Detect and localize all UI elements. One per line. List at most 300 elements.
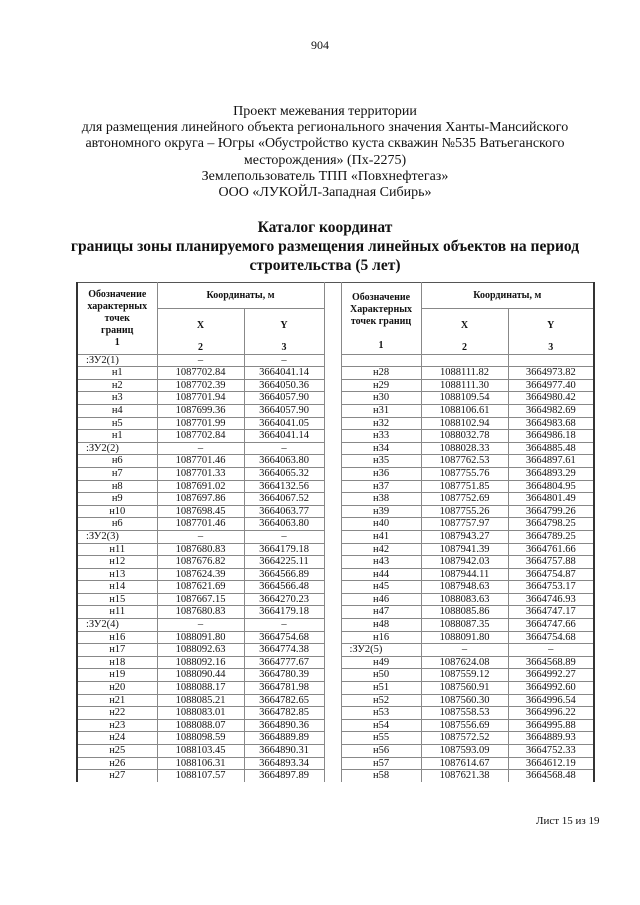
header-text: характерных: [87, 301, 148, 312]
x-cell: 1087621.69: [157, 581, 244, 594]
point-cell: н8: [77, 480, 157, 493]
y-cell: 3664780.39: [244, 669, 324, 682]
header-coords-right: Координаты, м: [421, 283, 594, 309]
point-cell: н45: [341, 581, 421, 594]
y-cell: 3664781.98: [244, 682, 324, 695]
y-cell: –: [508, 644, 594, 657]
table-row: [77, 631, 594, 644]
point-cell: н13: [77, 568, 157, 581]
x-cell: 1087762.53: [421, 455, 508, 468]
table-row: [77, 745, 594, 758]
y-cell: 3664777.67: [244, 656, 324, 669]
header-y-left: Y: [244, 309, 324, 343]
y-cell: 3664753.17: [508, 581, 594, 594]
x-cell: 1087560.30: [421, 694, 508, 707]
point-cell: н19: [77, 669, 157, 682]
point-cell: н43: [341, 556, 421, 569]
x-cell: 1087624.39: [157, 568, 244, 581]
point-cell: н57: [341, 757, 421, 770]
x-cell: 1087572.52: [421, 732, 508, 745]
y-cell: 3664067.52: [244, 493, 324, 506]
y-cell: 3664893.34: [244, 757, 324, 770]
spacer-cell: [324, 644, 341, 657]
y-cell: 3664752.33: [508, 745, 594, 758]
x-cell: 1087558.53: [421, 707, 508, 720]
table-row: [77, 669, 594, 682]
x-cell: 1087699.36: [157, 404, 244, 417]
y-cell: 3664747.66: [508, 619, 594, 632]
y-cell: 3664798.25: [508, 518, 594, 531]
point-cell: :ЗУ2(4): [77, 619, 157, 632]
spacer-column: [324, 283, 341, 355]
y-cell: 3664179.18: [244, 543, 324, 556]
x-cell: –: [157, 354, 244, 367]
point-cell: н15: [77, 593, 157, 606]
point-cell: н1: [77, 430, 157, 443]
point-cell: н30: [341, 392, 421, 405]
spacer-cell: [324, 493, 341, 506]
point-cell: н18: [77, 656, 157, 669]
point-cell: н53: [341, 707, 421, 720]
point-cell: н33: [341, 430, 421, 443]
point-cell: н17: [77, 644, 157, 657]
table-body: [77, 354, 594, 782]
x-cell: 1087757.97: [421, 518, 508, 531]
spacer-cell: [324, 606, 341, 619]
point-cell: н47: [341, 606, 421, 619]
spacer-cell: [324, 732, 341, 745]
y-cell: 3664041.14: [244, 367, 324, 380]
point-cell: н34: [341, 442, 421, 455]
y-cell: 3664746.93: [508, 593, 594, 606]
table-row: [77, 606, 594, 619]
x-cell: –: [157, 442, 244, 455]
table-row: [77, 732, 594, 745]
point-cell: н9: [77, 493, 157, 506]
x-cell: 1087624.08: [421, 656, 508, 669]
header-x-left: X: [157, 309, 244, 343]
y-cell: –: [244, 530, 324, 543]
x-cell: 1087702.84: [157, 430, 244, 443]
y-cell: 3664890.36: [244, 719, 324, 732]
point-cell: н32: [341, 417, 421, 430]
point-cell: н56: [341, 745, 421, 758]
point-cell: н11: [77, 543, 157, 556]
x-cell: 1088032.78: [421, 430, 508, 443]
table-row: [77, 392, 594, 405]
y-cell: 3664063.77: [244, 505, 324, 518]
table-row: [77, 556, 594, 569]
spacer-cell: [324, 631, 341, 644]
x-cell: 1087560.91: [421, 682, 508, 695]
point-cell: н55: [341, 732, 421, 745]
x-cell: 1087556.69: [421, 719, 508, 732]
y-cell: 3664980.42: [508, 392, 594, 405]
x-cell: 1088103.45: [157, 745, 244, 758]
header-num-right-3: 3: [508, 342, 594, 354]
spacer-cell: [324, 656, 341, 669]
y-cell: 3664754.68: [244, 631, 324, 644]
spacer-cell: [324, 757, 341, 770]
point-cell: н2: [77, 379, 157, 392]
spacer-cell: [324, 694, 341, 707]
point-cell: н16: [341, 631, 421, 644]
x-cell: 1088111.30: [421, 379, 508, 392]
point-cell: н39: [341, 505, 421, 518]
x-cell: 1087614.67: [421, 757, 508, 770]
project-line: месторождения» (Пх-2275): [243, 152, 407, 168]
point-cell: н58: [341, 770, 421, 782]
y-cell: 3664774.38: [244, 644, 324, 657]
x-cell: 1087701.33: [157, 467, 244, 480]
y-cell: 3664973.82: [508, 367, 594, 380]
y-cell: 3664992.60: [508, 682, 594, 695]
header-designation-right: [341, 283, 421, 355]
x-cell: 1087755.76: [421, 467, 508, 480]
spacer-cell: [324, 745, 341, 758]
header-text: Обозначение: [88, 289, 147, 300]
spacer-cell: [324, 455, 341, 468]
catalog-subtitle: границы зоны планируемого размещения линейных объектов на период: [70, 238, 580, 255]
table-row: [77, 493, 594, 506]
table-row: [77, 581, 594, 594]
point-cell: н6: [77, 518, 157, 531]
y-cell: 3664063.80: [244, 518, 324, 531]
x-cell: 1087621.38: [421, 770, 508, 782]
point-cell: н40: [341, 518, 421, 531]
point-cell: [341, 354, 421, 367]
y-cell: 3664893.29: [508, 467, 594, 480]
y-cell: 3664897.89: [244, 770, 324, 782]
y-cell: 3664270.23: [244, 593, 324, 606]
x-cell: 1087948.63: [421, 581, 508, 594]
spacer-cell: [324, 392, 341, 405]
point-cell: н41: [341, 530, 421, 543]
x-cell: 1087701.46: [157, 455, 244, 468]
y-cell: 3664897.61: [508, 455, 594, 468]
y-cell: 3664789.25: [508, 530, 594, 543]
x-cell: 1088090.44: [157, 669, 244, 682]
spacer-cell: [324, 404, 341, 417]
header-text: точек: [104, 313, 130, 324]
spacer-cell: [324, 581, 341, 594]
point-cell: н42: [341, 543, 421, 556]
table-row: [77, 442, 594, 455]
catalog-subtitle: строительства (5 лет): [249, 257, 401, 274]
table-row: [77, 480, 594, 493]
point-cell: н5: [77, 417, 157, 430]
y-cell: 3664982.69: [508, 404, 594, 417]
x-cell: 1088111.82: [421, 367, 508, 380]
table-row: [77, 593, 594, 606]
point-cell: н7: [77, 467, 157, 480]
point-cell: н38: [341, 493, 421, 506]
point-cell: н36: [341, 467, 421, 480]
x-cell: 1088092.16: [157, 656, 244, 669]
x-cell: 1087941.39: [421, 543, 508, 556]
y-cell: 3664041.14: [244, 430, 324, 443]
y-cell: 3664890.31: [244, 745, 324, 758]
x-cell: 1088083.63: [421, 593, 508, 606]
y-cell: 3664566.48: [244, 581, 324, 594]
x-cell: 1087702.39: [157, 379, 244, 392]
table-row: [77, 354, 594, 367]
y-cell: 3664566.89: [244, 568, 324, 581]
point-cell: н23: [77, 719, 157, 732]
spacer-cell: [324, 467, 341, 480]
table-row: [77, 694, 594, 707]
spacer-cell: [324, 367, 341, 380]
x-cell: 1088098.59: [157, 732, 244, 745]
spacer-cell: [324, 669, 341, 682]
y-cell: 3664977.40: [508, 379, 594, 392]
project-line: для размещения линейного объекта регионального значения Ханты-Мансийского: [81, 120, 569, 136]
x-cell: 1088107.57: [157, 770, 244, 782]
point-cell: н27: [77, 770, 157, 782]
spacer-cell: [324, 379, 341, 392]
point-cell: :ЗУ2(3): [77, 530, 157, 543]
project-line: Землепользователь ТПП «Повхнефтегаз»: [201, 168, 449, 184]
table-row: [77, 682, 594, 695]
x-cell: 1087701.46: [157, 518, 244, 531]
table-row: [77, 656, 594, 669]
table-row: [77, 455, 594, 468]
y-cell: 3664804.95: [508, 480, 594, 493]
table-row: [77, 367, 594, 380]
point-cell: н6: [77, 455, 157, 468]
x-cell: 1088085.21: [157, 694, 244, 707]
x-cell: 1087701.94: [157, 392, 244, 405]
table-row: [77, 530, 594, 543]
y-cell: 3664065.32: [244, 467, 324, 480]
x-cell: 1087751.85: [421, 480, 508, 493]
y-cell: 3664995.88: [508, 719, 594, 732]
spacer-cell: [324, 593, 341, 606]
point-cell: :ЗУ2(1): [77, 354, 157, 367]
table-row: [77, 430, 594, 443]
point-cell: н31: [341, 404, 421, 417]
header-text: Характерных: [350, 304, 413, 316]
point-cell: н44: [341, 568, 421, 581]
sheet-number: Лист 15 из 19: [536, 815, 600, 827]
point-cell: н10: [77, 505, 157, 518]
x-cell: 1087680.83: [157, 606, 244, 619]
y-cell: 3664889.89: [244, 732, 324, 745]
x-cell: 1087701.99: [157, 417, 244, 430]
project-line: ООО «ЛУКОЙЛ-Западная Сибирь»: [218, 185, 432, 201]
point-cell: н14: [77, 581, 157, 594]
spacer-cell: [324, 417, 341, 430]
table-row: [77, 757, 594, 770]
x-cell: 1087942.03: [421, 556, 508, 569]
y-cell: –: [244, 354, 324, 367]
x-cell: –: [421, 644, 508, 657]
project-title: [60, 104, 590, 201]
y-cell: 3664761.66: [508, 543, 594, 556]
point-cell: н49: [341, 656, 421, 669]
x-cell: 1088106.61: [421, 404, 508, 417]
y-cell: 3664568.48: [508, 770, 594, 782]
project-line: Проект межевания территории: [233, 104, 417, 119]
spacer-cell: [324, 518, 341, 531]
y-cell: 3664057.90: [244, 392, 324, 405]
y-cell: 3664057.90: [244, 404, 324, 417]
point-cell: н26: [77, 757, 157, 770]
header-num-right-2: 2: [421, 342, 508, 354]
y-cell: 3664050.36: [244, 379, 324, 392]
y-cell: 3664992.27: [508, 669, 594, 682]
y-cell: 3664041.05: [244, 417, 324, 430]
x-cell: 1088085.86: [421, 606, 508, 619]
spacer-cell: [324, 430, 341, 443]
point-cell: н29: [341, 379, 421, 392]
header-designation-left: [77, 283, 157, 355]
catalog-heading: [60, 218, 590, 275]
x-cell: –: [157, 530, 244, 543]
point-cell: н22: [77, 707, 157, 720]
table-row: [77, 467, 594, 480]
x-cell: 1088091.80: [157, 631, 244, 644]
x-cell: 1088092.63: [157, 644, 244, 657]
point-cell: н3: [77, 392, 157, 405]
x-cell: 1087559.12: [421, 669, 508, 682]
y-cell: 3664885.48: [508, 442, 594, 455]
spacer-cell: [324, 442, 341, 455]
spacer-cell: [324, 770, 341, 782]
x-cell: 1088091.80: [421, 631, 508, 644]
table-row: [77, 417, 594, 430]
x-cell: 1087943.27: [421, 530, 508, 543]
y-cell: 3664747.17: [508, 606, 594, 619]
table-row: [77, 543, 594, 556]
header-x-right: X: [421, 309, 508, 343]
table-row: [77, 619, 594, 632]
point-cell: н24: [77, 732, 157, 745]
point-cell: н25: [77, 745, 157, 758]
y-cell: 3664132.56: [244, 480, 324, 493]
point-cell: :ЗУ2(5): [341, 644, 421, 657]
y-cell: 3664996.54: [508, 694, 594, 707]
point-cell: н54: [341, 719, 421, 732]
y-cell: 3664889.93: [508, 732, 594, 745]
y-cell: 3664801.49: [508, 493, 594, 506]
table-row: [77, 568, 594, 581]
spacer-cell: [324, 530, 341, 543]
header-num-left-3: 3: [244, 342, 324, 354]
table-row: [77, 770, 594, 782]
y-cell: 3664996.22: [508, 707, 594, 720]
point-cell: н46: [341, 593, 421, 606]
y-cell: 3664986.18: [508, 430, 594, 443]
x-cell: 1087755.26: [421, 505, 508, 518]
header-y-right: Y: [508, 309, 594, 343]
point-cell: н50: [341, 669, 421, 682]
point-cell: н28: [341, 367, 421, 380]
y-cell: –: [244, 442, 324, 455]
table-row: [77, 404, 594, 417]
x-cell: 1088088.17: [157, 682, 244, 695]
y-cell: 3664799.26: [508, 505, 594, 518]
x-cell: 1087944.11: [421, 568, 508, 581]
y-cell: 3664754.68: [508, 631, 594, 644]
spacer-cell: [324, 556, 341, 569]
header-text: точек границ: [350, 316, 412, 328]
x-cell: 1087698.45: [157, 505, 244, 518]
spacer-cell: [324, 480, 341, 493]
point-cell: н20: [77, 682, 157, 695]
x-cell: 1087593.09: [421, 745, 508, 758]
point-cell: н21: [77, 694, 157, 707]
x-cell: 1088088.07: [157, 719, 244, 732]
x-cell: –: [157, 619, 244, 632]
table-row: [77, 518, 594, 531]
table-row: [77, 379, 594, 392]
header-coords-left: Координаты, м: [157, 283, 324, 309]
project-line: автономного округа – Югры «Обустройство куста скважин №535 Ватьеганского: [85, 136, 565, 152]
y-cell: 3664782.85: [244, 707, 324, 720]
x-cell: 1087680.83: [157, 543, 244, 556]
spacer-cell: [324, 707, 341, 720]
spacer-cell: [324, 568, 341, 581]
y-cell: 3664612.19: [508, 757, 594, 770]
point-cell: н35: [341, 455, 421, 468]
spacer-cell: [324, 719, 341, 732]
point-cell: н16: [77, 631, 157, 644]
point-cell: н12: [77, 556, 157, 569]
point-cell: н11: [77, 606, 157, 619]
header-text: границ: [101, 325, 134, 336]
header-num-left-2: 2: [157, 342, 244, 354]
catalog-title: Каталог координат: [257, 219, 393, 236]
x-cell: 1088109.54: [421, 392, 508, 405]
x-cell: [421, 354, 508, 367]
x-cell: 1088106.31: [157, 757, 244, 770]
spacer-cell: [324, 505, 341, 518]
table-row: [77, 707, 594, 720]
x-cell: 1087667.15: [157, 593, 244, 606]
y-cell: 3664983.68: [508, 417, 594, 430]
x-cell: 1088102.94: [421, 417, 508, 430]
coordinates-table: [76, 282, 595, 782]
y-cell: 3664757.88: [508, 556, 594, 569]
x-cell: 1087676.82: [157, 556, 244, 569]
point-cell: н1: [77, 367, 157, 380]
y-cell: [508, 354, 594, 367]
table-row: [77, 719, 594, 732]
header-num-1: 1: [378, 340, 384, 352]
y-cell: 3664568.89: [508, 656, 594, 669]
x-cell: 1087691.02: [157, 480, 244, 493]
spacer-cell: [324, 354, 341, 367]
point-cell: н37: [341, 480, 421, 493]
point-cell: н52: [341, 694, 421, 707]
point-cell: н51: [341, 682, 421, 695]
header-num-1: 1: [114, 337, 120, 348]
point-cell: :ЗУ2(2): [77, 442, 157, 455]
y-cell: –: [244, 619, 324, 632]
point-cell: н48: [341, 619, 421, 632]
spacer-cell: [324, 682, 341, 695]
table-row: [77, 644, 594, 657]
x-cell: 1088028.33: [421, 442, 508, 455]
x-cell: 1088083.01: [157, 707, 244, 720]
spacer-cell: [324, 543, 341, 556]
x-cell: 1087702.84: [157, 367, 244, 380]
y-cell: 3664225.11: [244, 556, 324, 569]
x-cell: 1088087.35: [421, 619, 508, 632]
y-cell: 3664179.18: [244, 606, 324, 619]
table-row: [77, 505, 594, 518]
